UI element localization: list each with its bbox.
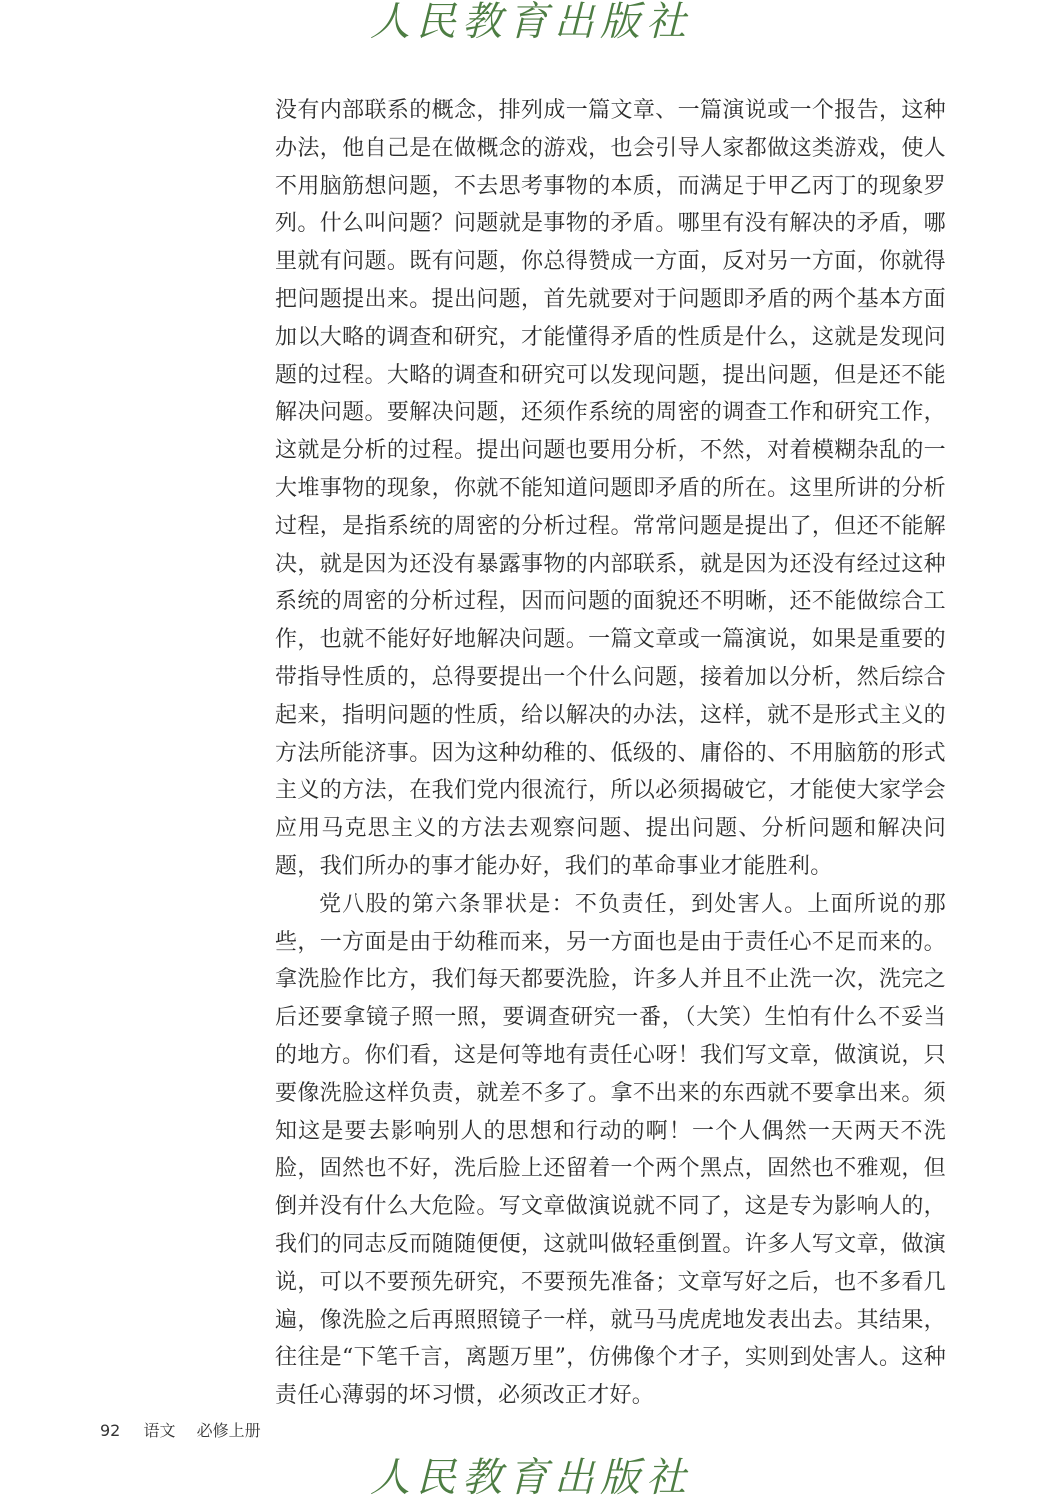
body-paragraph: 没有内部联系的概念，排列成一篇文章、一篇演说或一个报告，这种办法，他自己是在做概念的游戏，也会引导人家都做这类游戏，使人不用脑筋想问题，不去思考事物的本质，而满足于甲乙丙丁的现象罗列。什么叫问题？问题就是事物的矛盾。哪里有没有解决的矛盾，哪里就有问题。既有问题，你总得赞成一方面，反对另一方面，你就得把问题提出来。提出问题，首先就要对于问题即矛盾的两个基本方面加以大略的调查和研究，才能懂得矛盾的性质是什么，这就是发现问题的过程。大略的调查和研究可以发现问题，提出问题，但是还不能解决问题。要解决问题，还须作系统的周密的调查工作和研究工作，这就是分析的过程。提出问题也要用分析，不然，对着模糊杂乱的一大堆事物的现象，你就不能知道问题即矛盾的所在。这里所讲的分析过程，是指系统的周密的分析过程。常常问题是提出了，但还不能解决，就是因为还没有暴露事物的内部联系，就是因为还没有经过这种系统的周密的分析过程，因而问题的面貌还不明晰，还不能做综合工作，也就不能好好地解决问题。一篇文章或一篇演说，如果是重要的带指导性质的，总得要提出一个什么问题，接着加以分析，然后综合起来，指明问题的性质，给以解决的办法，这样，就不是形式主义的方法所能济事。因为这种幼稚的、低级的、庸俗的、不用脑筋的形式主义的方法，在我们党内很流行，所以必须揭破它，才能使大家学会应用马克思主义的方法去观察问题、提出问题、分析问题和解决问题，我们所办的事才能办好，我们的革命事业才能胜利。 [275,98,946,879]
page-body [275,92,946,1415]
page-footer [100,1418,261,1441]
page-number: 92 [100,1421,121,1440]
publisher-logo-bottom: 人民教育出版社 [370,1455,692,1501]
volume-label: 必修上册 [196,1421,261,1440]
body-paragraph: 党八股的第六条罪状是：不负责任，到处害人。上面所说的那些，一方面是由于幼稚而来，另一方面也是由于责任心不足而来的。拿洗脸作比方，我们每天都要洗脸，许多人并且不止洗一次，洗完之后还要拿镜子照一照，要调查研究一番，（大笑）生怕有什么不妥当的地方。你们看，这是何等地有责任心呀！我们写文章，做演说，只要像洗脸这样负责，就差不多了。拿不出来的东西就不要拿出来。须知这是要去影响别人的思想和行动的啊！一个人偶然一天两天不洗脸，固然也不好，洗后脸上还留着一个两个黑点，固然也不雅观，但倒并没有什么大危险。写文章做演说就不同了，这是专为影响人的，我们的同志反而随随便便，这就叫做轻重倒置。许多人写文章，做演说，可以不要预先研究，不要预先准备；文章写好之后，也不多看几遍，像洗脸之后再照照镜子一样，就马马虎虎地发表出去。其结果，往往是“下笔千言，离题万里”，仿佛像个才子，实则到处害人。这种责任心薄弱的坏习惯，必须改正才好。 [275,891,946,1409]
book-title: 语文 [143,1421,176,1440]
publisher-logo-top: 人民教育出版社 [370,0,692,45]
